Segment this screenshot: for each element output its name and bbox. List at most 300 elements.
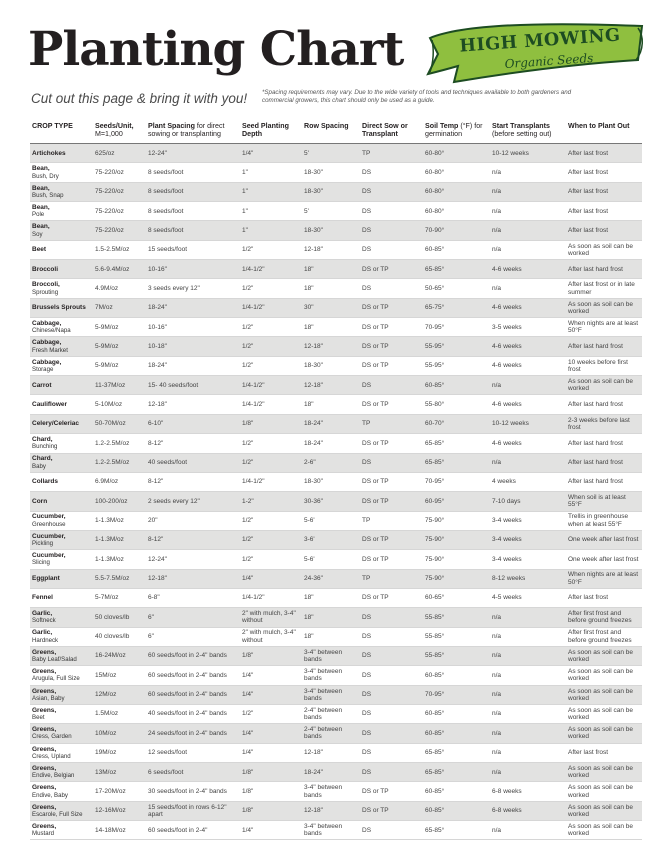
planting-depth-cell: 2" with mulch, 3-4" without <box>240 608 302 627</box>
plant-spacing-cell: 8 seeds/foot <box>146 182 240 201</box>
row-spacing-cell: 5-6' <box>302 550 360 569</box>
sow-method-cell: DS <box>360 763 423 782</box>
start-transplants-cell: 10-12 weeks <box>490 144 566 163</box>
plant-out-cell: As soon as soil can be worked <box>566 782 642 801</box>
plant-out-cell: As soon as soil can be worked <box>566 298 642 317</box>
start-transplants-cell: 3-5 weeks <box>490 318 566 337</box>
crop-variety: Baby <box>32 462 46 470</box>
crop-name: Greens, <box>32 648 57 656</box>
crop-type-cell <box>30 453 93 472</box>
soil-temp-cell: 60-95° <box>423 492 490 511</box>
plant-spacing-cell: 12-18" <box>146 569 240 588</box>
crop-name: Greens, <box>32 745 57 753</box>
sow-method-cell: DS <box>360 182 423 201</box>
sow-method-cell: DS <box>360 202 423 221</box>
crop-variety: Asian, Baby <box>32 694 65 702</box>
seeds-per-unit-cell: 1-1.3M/oz <box>93 550 146 569</box>
crop-type-cell <box>30 163 93 182</box>
crop-name: Broccoli, <box>32 281 60 289</box>
column-header-label: CROP TYPE <box>32 122 73 130</box>
plant-spacing-cell: 12 seeds/foot <box>146 743 240 762</box>
table-row <box>30 627 642 646</box>
column-header-note: (before setting out) <box>492 130 552 138</box>
sow-method-cell: DS or TP <box>360 298 423 317</box>
logo-tagline: Organic Seeds <box>504 50 594 72</box>
column-header-note: M=1,000 <box>95 130 123 138</box>
soil-temp-cell: 60-65° <box>423 588 490 607</box>
seeds-per-unit-cell: 5-9M/oz <box>93 337 146 356</box>
sow-method-cell: DS <box>360 627 423 646</box>
plant-spacing-cell: 60 seeds/foot in 2-4" <box>146 821 240 840</box>
sow-method-cell: DS or TP <box>360 588 423 607</box>
crop-name: Chard, <box>32 455 53 463</box>
start-transplants-cell: n/a <box>490 646 566 665</box>
start-transplants-cell: 4-5 weeks <box>490 588 566 607</box>
table-row <box>30 608 642 627</box>
crop-variety: Sprouting <box>32 288 59 296</box>
crop-name: Beet <box>32 246 47 254</box>
crop-type-cell <box>30 511 93 530</box>
soil-temp-cell: 70-95° <box>423 472 490 491</box>
row-spacing-cell: 18-30" <box>302 472 360 491</box>
crop-name: Greens, <box>32 726 57 734</box>
crop-name: Artichokes <box>32 149 66 157</box>
plant-out-cell: As soon as soil can be worked <box>566 666 642 685</box>
plant-spacing-cell: 10-16" <box>146 318 240 337</box>
seeds-per-unit-cell: 5.5-7.5M/oz <box>93 569 146 588</box>
seeds-per-unit-cell: 16-24M/oz <box>93 646 146 665</box>
crop-variety: Chinese/Napa <box>32 327 71 335</box>
planting-depth-cell: 1" <box>240 202 302 221</box>
row-spacing-cell: 3-4" between bands <box>302 646 360 665</box>
seeds-per-unit-cell: 5-9M/oz <box>93 318 146 337</box>
start-transplants-cell: n/a <box>490 221 566 240</box>
crop-name: Garlic, <box>32 610 53 618</box>
column-header-label: Plant Spacing <box>148 122 195 130</box>
crop-name: Chard, <box>32 436 53 444</box>
column-header <box>146 122 240 144</box>
soil-temp-cell: 60-85° <box>423 724 490 743</box>
row-spacing-cell: 3-4" between bands <box>302 821 360 840</box>
plant-out-cell: When nights are at least 50°F <box>566 569 642 588</box>
table-row <box>30 298 642 317</box>
table-row <box>30 376 642 395</box>
soil-temp-cell: 50-65° <box>423 279 490 298</box>
column-header-note: (°F) for germination <box>425 122 483 138</box>
planting-depth-cell: 1/4-1/2" <box>240 298 302 317</box>
table-row <box>30 279 642 298</box>
row-spacing-cell: 18" <box>302 627 360 646</box>
planting-depth-cell: 1/4" <box>240 743 302 762</box>
plant-spacing-cell: 20" <box>146 511 240 530</box>
table-body <box>30 144 642 840</box>
high-mowing-logo <box>424 20 648 84</box>
column-header-note: for direct sowing or transplanting <box>148 122 225 138</box>
crop-variety: Mustard <box>32 830 55 838</box>
crop-variety: Slicing <box>32 559 50 567</box>
column-header <box>240 122 302 144</box>
soil-temp-cell: 60-80° <box>423 144 490 163</box>
crop-variety: Pickling <box>32 540 53 548</box>
crop-type-cell <box>30 763 93 782</box>
crop-type-cell <box>30 395 93 414</box>
planting-depth-cell: 1/4-1/2" <box>240 472 302 491</box>
table-row <box>30 743 642 762</box>
crop-type-cell <box>30 704 93 723</box>
seeds-per-unit-cell: 5-7M/oz <box>93 588 146 607</box>
sow-method-cell: DS <box>360 646 423 665</box>
table-row <box>30 511 642 530</box>
soil-temp-cell: 60-80° <box>423 182 490 201</box>
page-title: Planting Chart <box>28 22 404 77</box>
sow-method-cell: DS or TP <box>360 472 423 491</box>
plant-out-cell: One week after last frost <box>566 550 642 569</box>
soil-temp-cell: 55-85° <box>423 646 490 665</box>
crop-type-cell <box>30 221 93 240</box>
plant-out-cell: After last frost <box>566 743 642 762</box>
column-header-label: Soil Temp <box>425 122 459 130</box>
soil-temp-cell: 65-75° <box>423 298 490 317</box>
crop-name: Cabbage, <box>32 319 62 327</box>
planting-depth-cell: 1/4" <box>240 569 302 588</box>
row-spacing-cell: 18" <box>302 318 360 337</box>
row-spacing-cell: 3-6' <box>302 530 360 549</box>
planting-depth-cell: 1/4" <box>240 666 302 685</box>
plant-out-cell: After first frost and before ground freezes <box>566 608 642 627</box>
plant-out-cell: After last frost <box>566 202 642 221</box>
crop-type-cell <box>30 318 93 337</box>
sow-method-cell: DS or TP <box>360 337 423 356</box>
sow-method-cell: TP <box>360 511 423 530</box>
planting-depth-cell: 1/4" <box>240 724 302 743</box>
crop-name: Greens, <box>32 803 57 811</box>
crop-type-cell <box>30 627 93 646</box>
row-spacing-cell: 18" <box>302 588 360 607</box>
soil-temp-cell: 75-90° <box>423 511 490 530</box>
planting-depth-cell: 1/4" <box>240 144 302 163</box>
plant-out-cell: As soon as soil can be worked <box>566 646 642 665</box>
plant-out-cell: As soon as soil can be worked <box>566 763 642 782</box>
seeds-per-unit-cell: 13M/oz <box>93 763 146 782</box>
soil-temp-cell: 60-85° <box>423 704 490 723</box>
crop-variety: Endive, Baby <box>32 791 68 799</box>
crop-type-cell <box>30 144 93 163</box>
table-row <box>30 685 642 704</box>
planting-depth-cell: 1/4-1/2" <box>240 260 302 279</box>
crop-name: Greens, <box>32 687 57 695</box>
crop-type-cell <box>30 492 93 511</box>
planting-depth-cell: 2" with mulch, 3-4" without <box>240 627 302 646</box>
soil-temp-cell: 65-85° <box>423 743 490 762</box>
sow-method-cell: DS or TP <box>360 318 423 337</box>
row-spacing-cell: 12-18" <box>302 801 360 820</box>
sow-method-cell: DS or TP <box>360 434 423 453</box>
row-spacing-cell: 18-30" <box>302 163 360 182</box>
crop-variety: Pole <box>32 211 45 219</box>
column-header-label: Direct Sow or Transplant <box>362 122 408 138</box>
start-transplants-cell: n/a <box>490 685 566 704</box>
plant-out-cell: After last frost <box>566 182 642 201</box>
planting-depth-cell: 1/2" <box>240 511 302 530</box>
soil-temp-cell: 55-95° <box>423 337 490 356</box>
seeds-per-unit-cell: 10M/oz <box>93 724 146 743</box>
table-row <box>30 588 642 607</box>
crop-name: Fennel <box>32 594 53 602</box>
row-spacing-cell: 30-36" <box>302 492 360 511</box>
crop-name: Greens, <box>32 668 57 676</box>
seeds-per-unit-cell: 75-220/oz <box>93 182 146 201</box>
logo-brand-name: HIGH MOWING <box>458 25 622 57</box>
plant-spacing-cell: 6 seeds/foot <box>146 763 240 782</box>
table-row <box>30 569 642 588</box>
plant-out-cell: As soon as soil can be worked <box>566 685 642 704</box>
planting-depth-cell: 1/4-1/2" <box>240 588 302 607</box>
planting-depth-cell: 1/2" <box>240 550 302 569</box>
table-row <box>30 395 642 414</box>
crop-type-cell <box>30 202 93 221</box>
planting-depth-cell: 1/8" <box>240 801 302 820</box>
soil-temp-cell: 65-85° <box>423 260 490 279</box>
sow-method-cell: DS <box>360 376 423 395</box>
seeds-per-unit-cell: 11-37M/oz <box>93 376 146 395</box>
start-transplants-cell: 8-12 weeks <box>490 569 566 588</box>
crop-variety: Fresh Market <box>32 346 68 354</box>
sow-method-cell: DS <box>360 666 423 685</box>
crop-name: Cabbage, <box>32 339 62 347</box>
column-header <box>30 122 93 144</box>
crop-type-cell <box>30 569 93 588</box>
planting-depth-cell: 1/2" <box>240 279 302 298</box>
seeds-per-unit-cell: 75-220/oz <box>93 221 146 240</box>
planting-depth-cell: 1/2" <box>240 337 302 356</box>
table-row <box>30 801 642 820</box>
table-row <box>30 821 642 840</box>
planting-depth-cell: 1/4-1/2" <box>240 395 302 414</box>
start-transplants-cell: 4-6 weeks <box>490 356 566 375</box>
start-transplants-cell: 4-6 weeks <box>490 298 566 317</box>
plant-out-cell: After last frost <box>566 221 642 240</box>
soil-temp-cell: 55-85° <box>423 627 490 646</box>
seeds-per-unit-cell: 1-1.3M/oz <box>93 511 146 530</box>
soil-temp-cell: 55-80° <box>423 395 490 414</box>
table-row <box>30 356 642 375</box>
start-transplants-cell: 4 weeks <box>490 472 566 491</box>
start-transplants-cell: n/a <box>490 666 566 685</box>
start-transplants-cell: n/a <box>490 608 566 627</box>
crop-type-cell <box>30 279 93 298</box>
seeds-per-unit-cell: 19M/oz <box>93 743 146 762</box>
crop-name: Corn <box>32 497 48 505</box>
crop-name: Cabbage, <box>32 358 62 366</box>
start-transplants-cell: n/a <box>490 763 566 782</box>
plant-spacing-cell: 40 seeds/foot in 2-4" bands <box>146 704 240 723</box>
plant-out-cell: As soon as soil can be worked <box>566 821 642 840</box>
crop-name: Bean, <box>32 184 50 192</box>
crop-variety: Arugula, Full Size <box>32 675 80 683</box>
table-row <box>30 646 642 665</box>
start-transplants-cell: n/a <box>490 724 566 743</box>
row-spacing-cell: 30" <box>302 298 360 317</box>
plant-out-cell: After last hard frost <box>566 260 642 279</box>
seeds-per-unit-cell: 1.2-2.5M/oz <box>93 434 146 453</box>
plant-out-cell: When nights are at least 50°F <box>566 318 642 337</box>
row-spacing-cell: 2-6" <box>302 453 360 472</box>
planting-depth-cell: 1/8" <box>240 763 302 782</box>
crop-variety: Storage <box>32 365 54 373</box>
soil-temp-cell: 65-85° <box>423 821 490 840</box>
crop-variety: Bush, Dry <box>32 172 59 180</box>
planting-depth-cell: 1" <box>240 221 302 240</box>
sow-method-cell: DS or TP <box>360 492 423 511</box>
sow-method-cell: DS or TP <box>360 395 423 414</box>
soil-temp-cell: 60-80° <box>423 163 490 182</box>
start-transplants-cell: 3-4 weeks <box>490 530 566 549</box>
plant-spacing-cell: 10-16" <box>146 260 240 279</box>
seeds-per-unit-cell: 5-9M/oz <box>93 356 146 375</box>
crop-name: Eggplant <box>32 575 60 583</box>
plant-spacing-cell: 8-12" <box>146 434 240 453</box>
crop-name: Greens, <box>32 764 57 772</box>
seeds-per-unit-cell: 4.9M/oz <box>93 279 146 298</box>
plant-spacing-cell: 18-24" <box>146 356 240 375</box>
row-spacing-cell: 2-4" between bands <box>302 704 360 723</box>
seeds-per-unit-cell: 50-70M/oz <box>93 414 146 433</box>
crop-name: Greens, <box>32 784 57 792</box>
row-spacing-cell: 12-18" <box>302 240 360 259</box>
crop-name: Carrot <box>32 381 52 389</box>
plant-spacing-cell: 8 seeds/foot <box>146 202 240 221</box>
row-spacing-cell: 18-30" <box>302 356 360 375</box>
crop-variety: Cress, Upland <box>32 752 71 760</box>
plant-spacing-cell: 8-12" <box>146 530 240 549</box>
plant-out-cell: As soon as soil can be worked <box>566 376 642 395</box>
crop-type-cell <box>30 646 93 665</box>
soil-temp-cell: 55-95° <box>423 356 490 375</box>
row-spacing-cell: 18-30" <box>302 221 360 240</box>
row-spacing-cell: 2-4" between bands <box>302 724 360 743</box>
table-row <box>30 704 642 723</box>
seeds-per-unit-cell: 17-20M/oz <box>93 782 146 801</box>
sow-method-cell: TP <box>360 144 423 163</box>
table-row <box>30 763 642 782</box>
plant-out-cell: As soon as soil can be worked <box>566 240 642 259</box>
seeds-per-unit-cell: 12M/oz <box>93 685 146 704</box>
planting-depth-cell: 1" <box>240 163 302 182</box>
crop-type-cell <box>30 434 93 453</box>
table-row <box>30 202 642 221</box>
sow-method-cell: TP <box>360 569 423 588</box>
plant-spacing-cell: 18-24" <box>146 298 240 317</box>
crop-type-cell <box>30 588 93 607</box>
sow-method-cell: DS <box>360 279 423 298</box>
crop-name: Collards <box>32 478 59 486</box>
sow-method-cell: DS <box>360 221 423 240</box>
start-transplants-cell: 7-10 days <box>490 492 566 511</box>
column-header-label: Seed Planting Depth <box>242 122 289 138</box>
row-spacing-cell: 12-18" <box>302 743 360 762</box>
soil-temp-cell: 55-85° <box>423 608 490 627</box>
row-spacing-cell: 18-24" <box>302 414 360 433</box>
plant-out-cell: After first frost and before ground freezes <box>566 627 642 646</box>
seeds-per-unit-cell: 50 cloves/lb <box>93 608 146 627</box>
plant-out-cell: After last hard frost <box>566 453 642 472</box>
crop-type-cell <box>30 182 93 201</box>
plant-spacing-cell: 40 seeds/foot <box>146 453 240 472</box>
seeds-per-unit-cell: 625/oz <box>93 144 146 163</box>
plant-spacing-cell: 30 seeds/foot in 2-4" bands <box>146 782 240 801</box>
seeds-per-unit-cell: 15M/oz <box>93 666 146 685</box>
plant-spacing-cell: 10-18" <box>146 337 240 356</box>
crop-name: Brussels Sprouts <box>32 304 86 312</box>
crop-type-cell <box>30 801 93 820</box>
column-header-label: Start Transplants <box>492 122 550 130</box>
planting-depth-cell: 1/4" <box>240 685 302 704</box>
row-spacing-cell: 5' <box>302 144 360 163</box>
plant-spacing-cell: 6" <box>146 608 240 627</box>
sow-method-cell: DS or TP <box>360 782 423 801</box>
crop-type-cell <box>30 414 93 433</box>
start-transplants-cell: 4-6 weeks <box>490 337 566 356</box>
seeds-per-unit-cell: 6.9M/oz <box>93 472 146 491</box>
sow-method-cell: DS or TP <box>360 260 423 279</box>
planting-depth-cell: 1/2" <box>240 704 302 723</box>
crop-type-cell <box>30 337 93 356</box>
planting-depth-cell: 1-2" <box>240 492 302 511</box>
crop-type-cell <box>30 724 93 743</box>
planting-depth-cell: 1/8" <box>240 782 302 801</box>
crop-variety: Endive, Belgian <box>32 772 75 780</box>
plant-spacing-cell: 60 seeds/foot in 2-4" bands <box>146 666 240 685</box>
plant-spacing-cell: 6-8" <box>146 588 240 607</box>
crop-type-cell <box>30 356 93 375</box>
seeds-per-unit-cell: 1.5M/oz <box>93 704 146 723</box>
crop-name: Bean, <box>32 223 50 231</box>
planting-depth-cell: 1/2" <box>240 318 302 337</box>
plant-spacing-cell: 12-24" <box>146 550 240 569</box>
sow-method-cell: DS <box>360 240 423 259</box>
row-spacing-cell: 5' <box>302 202 360 221</box>
plant-out-cell: As soon as soil can be worked <box>566 704 642 723</box>
crop-type-cell <box>30 743 93 762</box>
plant-out-cell: After last hard frost <box>566 337 642 356</box>
plant-spacing-cell: 6-10" <box>146 414 240 433</box>
soil-temp-cell: 75-90° <box>423 569 490 588</box>
seeds-per-unit-cell: 1.5-2.5M/oz <box>93 240 146 259</box>
crop-variety: Bush, Snap <box>32 191 64 199</box>
seeds-per-unit-cell: 7M/oz <box>93 298 146 317</box>
table-row <box>30 492 642 511</box>
crop-type-cell <box>30 298 93 317</box>
crop-type-cell <box>30 472 93 491</box>
table-row <box>30 453 642 472</box>
start-transplants-cell: n/a <box>490 279 566 298</box>
sow-method-cell: DS <box>360 743 423 762</box>
table-header <box>30 122 642 144</box>
crop-name: Cucumber, <box>32 552 66 560</box>
start-transplants-cell: n/a <box>490 182 566 201</box>
start-transplants-cell: 6-8 weeks <box>490 782 566 801</box>
table-row <box>30 221 642 240</box>
table-row <box>30 550 642 569</box>
sow-method-cell: DS <box>360 453 423 472</box>
crop-name: Garlic, <box>32 629 53 637</box>
row-spacing-cell: 18-24" <box>302 763 360 782</box>
seeds-per-unit-cell: 75-220/oz <box>93 202 146 221</box>
plant-out-cell: Trellis in greenhouse when at least 55°F <box>566 511 642 530</box>
start-transplants-cell: 10-12 weeks <box>490 414 566 433</box>
header-row <box>30 122 642 144</box>
crop-name: Cucumber, <box>32 532 66 540</box>
